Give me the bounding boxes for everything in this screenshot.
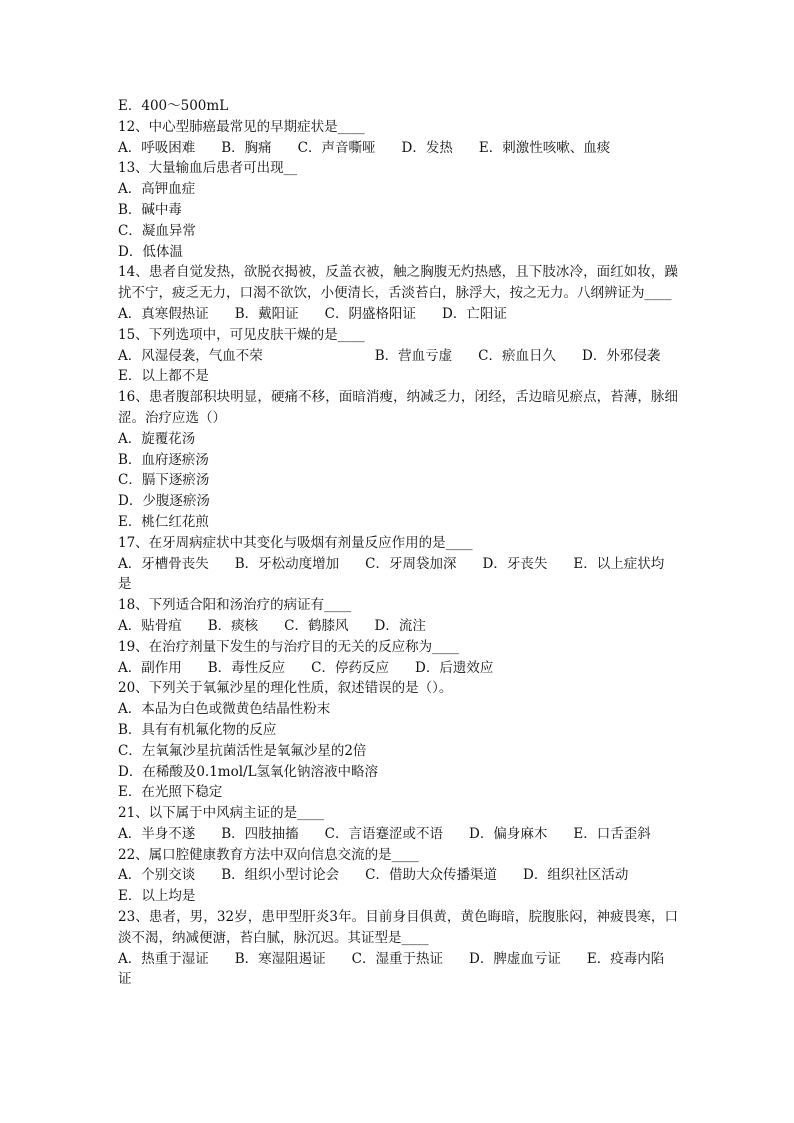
option: A．真寒假热证 bbox=[118, 305, 209, 322]
option: A．风湿侵袭，气血不荣 bbox=[118, 347, 263, 364]
option-continuation: 证 bbox=[118, 971, 132, 988]
question-15-options bbox=[118, 346, 678, 367]
option: B．营血亏虚 bbox=[374, 347, 453, 364]
question-18-options bbox=[118, 616, 678, 637]
question-17: 17、在牙周病症状中其变化与吸烟有剂量反应作用的是____ bbox=[118, 534, 473, 551]
question-14: 14、患者自觉发热，欲脱衣揭被，反盖衣被，触之胸腹无灼热感，且下肢冰冷，面红如妆，躁扰不宁，疲乏无力，口渴不欲饮，小便清长，舌淡苔白，脉浮大，按之无力。八纲辨证为____ bbox=[118, 264, 678, 302]
question-22-options bbox=[118, 865, 678, 886]
option-continuation: 是 bbox=[118, 576, 132, 593]
question-16: 16、患者腹部积块明显，硬痛不移，面暗消瘦，纳减乏力，闭经，舌边暗见瘀点，苔薄，脉细涩。治疗应选（） bbox=[118, 389, 678, 426]
option: D．亡阳证 bbox=[442, 305, 507, 322]
option: E．疫毒内陷 bbox=[586, 950, 665, 967]
option: D．在稀酸及0.1mol/L氢氧化钠溶液中略溶 bbox=[118, 763, 379, 780]
option: E．以上症状均 bbox=[573, 555, 665, 572]
option: B．血府逐瘀汤 bbox=[118, 451, 209, 468]
option: C．言语蹇涩或不语 bbox=[324, 825, 444, 842]
option: C．瘀血日久 bbox=[478, 347, 557, 364]
question-19-options bbox=[118, 658, 678, 679]
option: B．牙松动度增加 bbox=[234, 555, 340, 572]
option: E．在光照下稳定 bbox=[118, 784, 223, 801]
option: A．呼吸困难 bbox=[118, 139, 196, 156]
option: A．个别交谈 bbox=[118, 867, 196, 884]
question-17-options bbox=[118, 554, 678, 575]
option: C．阴盛格阳证 bbox=[324, 305, 417, 322]
question-13: 13、大量输血后患者可出现__ bbox=[118, 160, 298, 177]
option: D．后遗效应 bbox=[415, 659, 494, 676]
option: C．鹤膝风 bbox=[284, 617, 349, 634]
question-12: 12、中心型肺癌最常见的早期症状是____ bbox=[118, 118, 365, 135]
option: C．湿重于热证 bbox=[351, 950, 444, 967]
question-15: 15、下列选项中，可见皮肤干燥的是____ bbox=[118, 326, 365, 343]
question-18: 18、下列适合阳和汤治疗的病证有____ bbox=[118, 597, 352, 614]
question-14-options bbox=[118, 304, 678, 325]
question-21: 21、以下属于中风病主证的是____ bbox=[118, 805, 325, 822]
option: E．刺激性咳嗽、血痰 bbox=[478, 139, 611, 156]
option: D．牙丧失 bbox=[482, 555, 548, 572]
option: D．低体温 bbox=[118, 243, 183, 260]
option: C．牙周袋加深 bbox=[365, 555, 457, 572]
option: D．组织社区活动 bbox=[523, 867, 629, 884]
option: A．副作用 bbox=[118, 659, 182, 676]
option: A．贴骨疽 bbox=[118, 617, 182, 634]
option: D．少腹逐瘀汤 bbox=[118, 493, 210, 510]
option: D．偏身麻木 bbox=[469, 825, 548, 842]
question-20: 20、下列关于氧氟沙星的理化性质，叙述错误的是（）。 bbox=[118, 680, 453, 697]
option: B．痰核 bbox=[207, 617, 259, 634]
option: C．膈下逐瘀汤 bbox=[118, 472, 210, 489]
option: A．牙槽骨丧失 bbox=[118, 555, 209, 572]
option: D．脾虚血亏证 bbox=[469, 950, 561, 967]
option: B．组织小型讨论会 bbox=[221, 867, 340, 884]
option: D．流注 bbox=[374, 617, 426, 634]
question-21-options bbox=[118, 824, 678, 845]
option: B．碱中毒 bbox=[118, 201, 182, 218]
option: B．毒性反应 bbox=[207, 659, 286, 676]
option: C．借助大众传播渠道 bbox=[365, 867, 498, 884]
question-22: 22、属口腔健康教育方法中双向信息交流的是____ bbox=[118, 846, 419, 863]
option: C．声音嘶哑 bbox=[297, 139, 376, 156]
option: A．半身不遂 bbox=[118, 825, 196, 842]
option: A．本品为白色或微黄色结晶性粉末 bbox=[118, 701, 331, 718]
option: E．以上都不是 bbox=[118, 368, 209, 385]
option: D．发热 bbox=[401, 139, 453, 156]
option: A．高钾血症 bbox=[118, 181, 196, 198]
option: C．凝血异常 bbox=[118, 222, 196, 239]
option: A．旋覆花汤 bbox=[118, 430, 196, 447]
option: D．外邪侵袭 bbox=[582, 347, 661, 364]
option: E．桃仁红花煎 bbox=[118, 513, 209, 530]
question-19: 19、在治疗剂量下发生的与治疗目的无关的反应称为____ bbox=[118, 638, 460, 655]
question-23-options bbox=[118, 949, 678, 970]
option: C．左氧氟沙星抗菌活性是氧氟沙星的2倍 bbox=[118, 742, 367, 759]
question-12-options bbox=[118, 138, 678, 159]
document-page bbox=[118, 96, 678, 990]
option: B．胸痛 bbox=[221, 139, 272, 156]
option: E．以上均是 bbox=[118, 888, 196, 905]
option: A．热重于湿证 bbox=[118, 950, 209, 967]
prev-option-e: E．400～500mL bbox=[118, 98, 229, 114]
option: B．四肢抽搐 bbox=[221, 825, 299, 842]
option: C．停药反应 bbox=[311, 659, 390, 676]
option: B．具有有机氟化物的反应 bbox=[118, 721, 277, 738]
question-23: 23、患者，男，32岁，患甲型肝炎3年。目前身目俱黄，黄色晦暗，脘腹胀闷，神疲畏寒，口淡不渴，纳减便溏，苔白腻，脉沉迟。其证型是____ bbox=[118, 909, 678, 946]
option: E．口舌歪斜 bbox=[573, 825, 651, 842]
option: B．戴阳证 bbox=[234, 305, 299, 322]
option: B．寒湿阻遏证 bbox=[234, 950, 326, 967]
